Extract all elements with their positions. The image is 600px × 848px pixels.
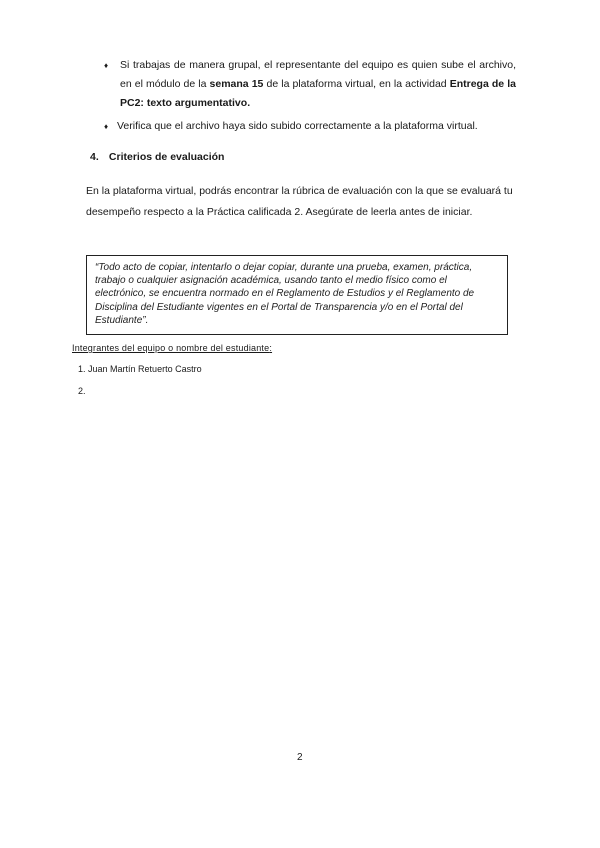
team-label-text: Integrantes del equipo o nombre del estudiante — [72, 343, 270, 353]
member-name: Juan Martín Retuerto Castro — [88, 364, 202, 374]
section-heading — [90, 151, 224, 163]
bullet-item-verify-upload — [104, 117, 516, 136]
bullet-text: Verifica que el archivo haya sido subido correctamente a la plataforma virtual. — [117, 120, 478, 132]
evaluation-paragraph: En la plataforma virtual, podrás encontrar la rúbrica de evaluación con la que se evaluará tu desempeño respecto a la Práctica calificada 2. Asegúrate de leerla antes de iniciar. — [86, 185, 513, 218]
academic-integrity-quote-box: “Todo acto de copiar, intentarlo o dejar copiar, durante una prueba, examen, práctica, trabajo o cualquier asignación académica, usando tanto el medio físico como el electrónico, se encuentra normado en el Reglamento de Estudios y el Reglamento de Disciplina del Estudiante vigentes en el Portal de Transparencia y/o en el Portal del Estudiante”. — [86, 255, 508, 335]
team-member-item — [78, 364, 202, 374]
bullet-bold-activity: Entrega de la PC2: texto argumentativo. — [120, 78, 516, 109]
instruction-bullet-list — [104, 56, 516, 136]
page-number: 2 — [297, 752, 303, 763]
diamond-bullet-icon: ♦ — [104, 61, 109, 70]
member-number: 2. — [78, 386, 86, 396]
bullet-item-group-upload — [104, 56, 516, 113]
team-member-item — [78, 386, 86, 396]
section-number: 4. — [90, 151, 99, 163]
bullet-text-part-b: de la plataforma virtual, en la actividad — [263, 78, 450, 90]
section-title: Criterios de evaluación — [108, 151, 225, 163]
diamond-bullet-icon: ♦ — [104, 122, 109, 131]
bullet-text-part-a: Si trabajas de manera grupal, el representante del equipo es quien sube el archivo, en el módulo de la — [120, 59, 516, 90]
bullet-bold-week: semana 15 — [209, 78, 264, 90]
member-number: 1. — [78, 364, 86, 374]
team-members-label — [72, 343, 272, 353]
team-label-colon: : — [269, 343, 273, 353]
